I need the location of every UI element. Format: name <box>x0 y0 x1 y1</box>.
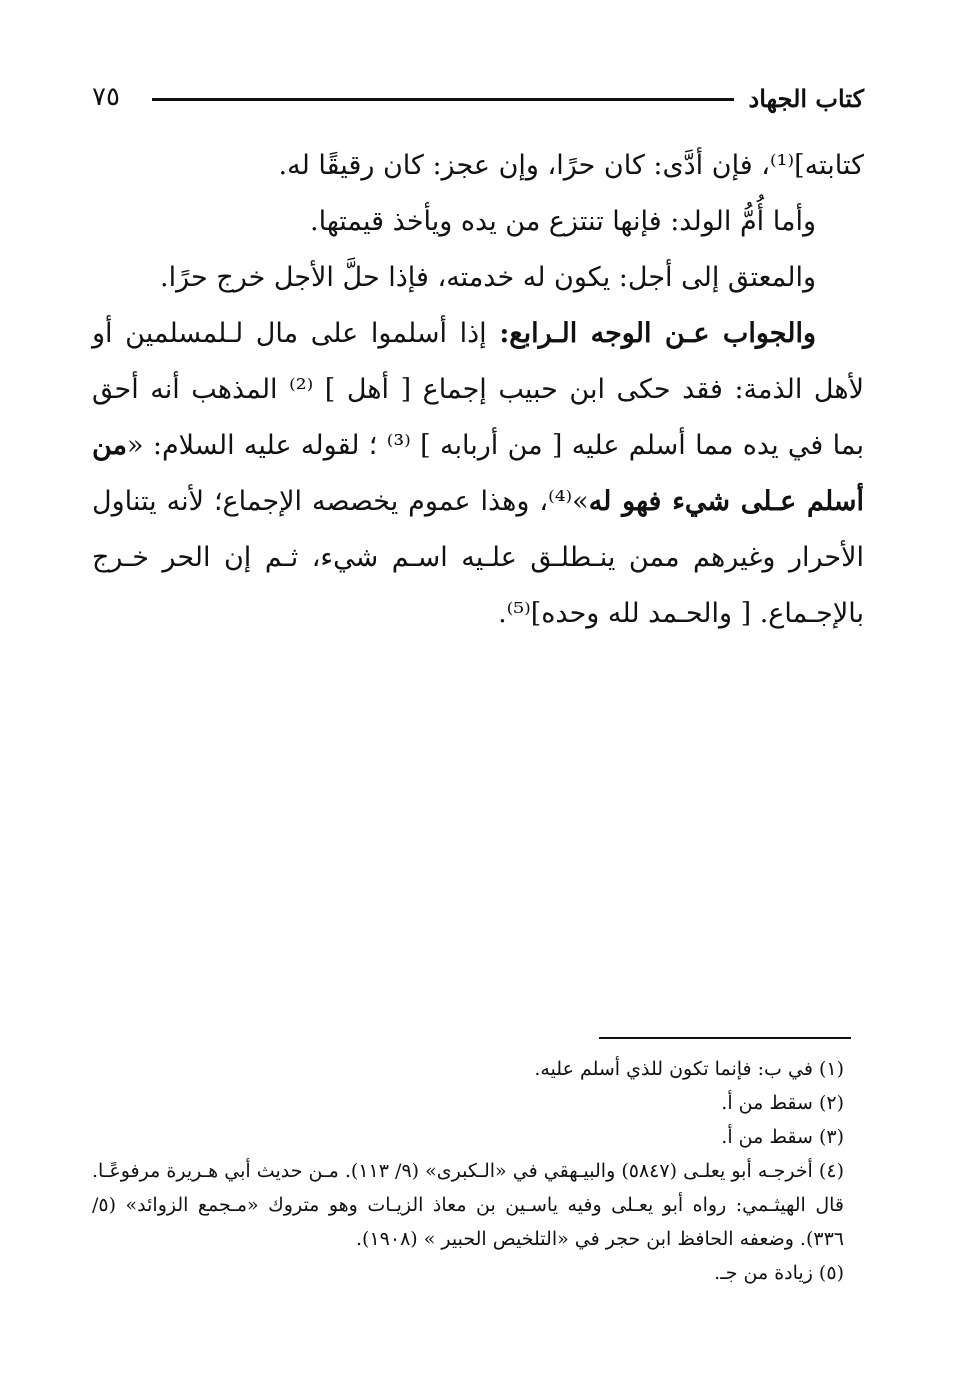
main-text <box>92 138 864 642</box>
paragraph-1: كتابته]⁽¹⁾، فإن أدَّى: كان حرًا، وإن عجز: كان رقيقًا له. <box>278 150 864 181</box>
chapter-title: كتاب الجهاد <box>748 84 864 113</box>
paragraph-4-rest: »⁽⁴⁾، وهذا عموم يخصصه الإجماع؛ لأنه يتناول الأحرار وغيرهم ممن ينـطلـق علـيه اسـم شيء، ثـم إن الحر خـرج بالإجـماع. [ والحـمد لله وحده]⁽⁵⁾. <box>92 486 864 629</box>
footnote-4: (٤) أخرجـه أبو يعلـى (٥٨٤٧) والبيـهقي في «الـكبرى» (٩/ ١١٣). مـن حديث أبي هـريرة مرفوعًـا. قال الهيثـمي: رواه أبو يعـلى وفيه ياسـين بن معاذ الزيـات وهو متروك «مـجمع الزوائد» (٥/ ٣٣٦). وضعفه الحافظ ابن حجر في «التلخيص الحبير » (١٩٠٨). <box>92 1160 844 1250</box>
footnote-2: (٢) سقط من أ. <box>721 1092 844 1114</box>
paragraph-4-text: إذا أسلموا على مال لـلمسلمين أو لأهل الذمة: فقد حكى ابن حبيب إجماع [ أهل ] ⁽²⁾ المذهب أنه أحق بما في يده مما أسلم عليه [ من أربابه ] ⁽³⁾ ؛ لقوله عليه السلام: « <box>92 318 865 461</box>
paragraph-3: والمعتق إلى أجل: يكون له خدمته، فإذا حلَّ الأجل خرج حرًا. <box>160 262 816 293</box>
header-rule <box>152 98 734 101</box>
paragraph-4 <box>92 306 864 642</box>
footnotes <box>92 1052 852 1290</box>
footnote-separator <box>599 1037 851 1039</box>
paragraph-2: وأما أُمُّ الولد: فإنها تنتزع من يده ويأخذ قيمتها. <box>310 206 816 237</box>
page-number: ٧٥ <box>92 82 120 112</box>
page-header <box>92 78 864 118</box>
footnote-3: (٣) سقط من أ. <box>721 1126 844 1148</box>
section-heading: والجواب عـن الوجه الـرابع: <box>499 318 816 349</box>
footnote-5: (٥) زيادة من جـ. <box>714 1262 844 1284</box>
hadith-quote: من أسلم عـلى شيء فهو له <box>92 430 865 517</box>
footnote-1: (١) في ب: فإنما تكون للذي أسلم عليه. <box>534 1058 844 1080</box>
